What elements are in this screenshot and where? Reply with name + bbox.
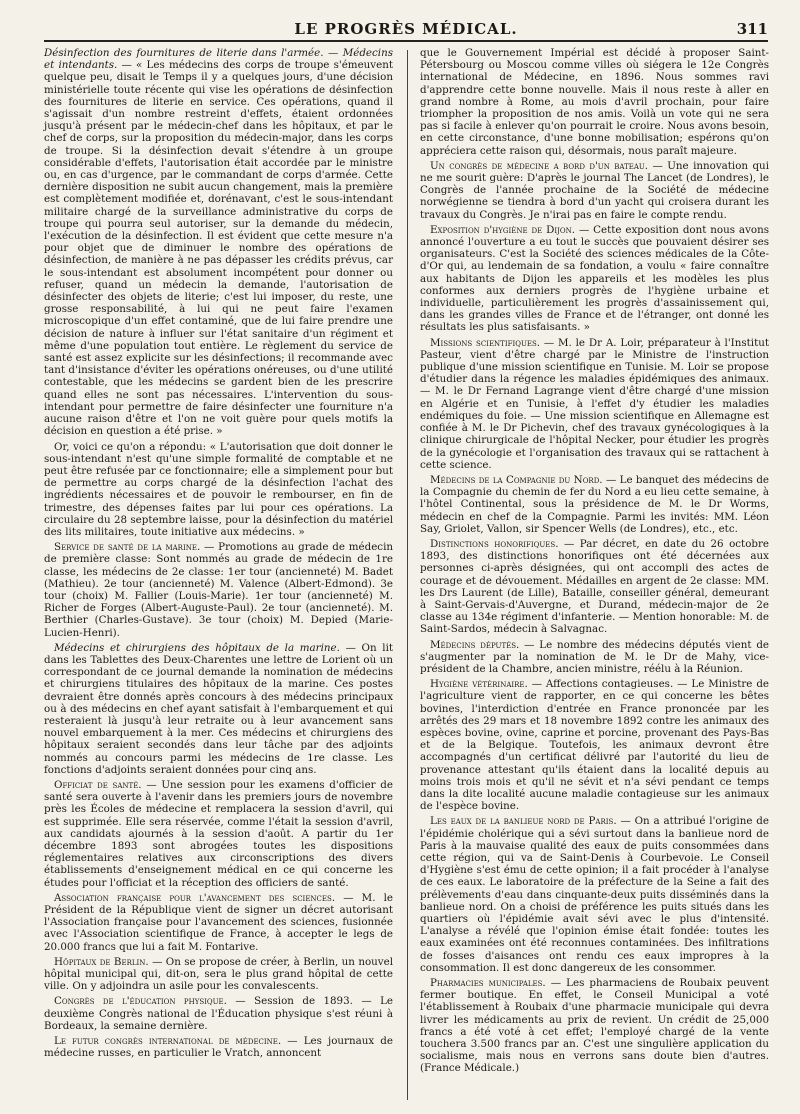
- article-heading: Désinfection des fournitures de literie dans l'armée. — Médecins et intendants.: [44, 47, 393, 72]
- article-text: que le Gouvernement Impérial est décidé à proposer Saint-Pétersbourg ou Moscou comme villes où siégera le 12e Congrès international de Médecine, en 1896. Nous sommes ravi d'apprendre cette bonne nouvelle. Mais il nous reste à aller en grand nombre à Rome, au mois d'avril prochain, pour faire triompher la proposition de nos amis. Voilà un vote qui ne sera pas si facile à enlever qu'on pourrait le croire. Nous avons besoin, en cette circonstance, d'une bonne mobilisation; espérons qu'on appréciera cette raison qui, désormais, nous paraît majeure.: [420, 47, 769, 157]
- article-text: Or, voici ce qu'on a répondu: « L'autorisation que doit donner le sous-intendant n'est qu'une simple formalité de comptable et ne peut être refusée par ce fonctionnaire; elle a simplement pour but de permettre au corps chargé de la désinfection l'achat des ingrédients nécessaires et de pouvoir le rembourser, en fin de trimestre, des dépenses faites par lui pour ces opérations. La circulaire du 28 septembre laisse, pour la désinfection du matériel des lits militaires, toute initiative aux médecins. »: [44, 440, 393, 538]
- article: [420, 337, 769, 471]
- article: [420, 678, 769, 812]
- page-number: 311: [736, 20, 768, 38]
- article-text: — Une innovation qui ne me sourit guère: D'après le journal The Lancet (de Londres), le Congrès de l'année prochaine de la Société de médecine norwégienne se tiendra à bord d'un yacht qui croisera durant les travaux du Congrès. Je n'irai pas en faire le compte rendu.: [420, 159, 769, 221]
- article-heading: Missions scientifiques.: [430, 336, 541, 349]
- article: [44, 892, 393, 953]
- article-heading: Pharmacies municipales.: [430, 977, 546, 990]
- article-text: — Affections contagieuses. — Le Ministre de l'agriculture vient de rapporter, en ce qui concerne les bêtes bovines, l'interdiction d'entrée en France prononcée par les arrêtés des 29 mars et 18 novembre 1892 contre les animaux des espèces bovine, ovine, caprine et porcine, provenant des Pays-Bas et de la Belgique. Toutefois, les animaux devront être accompagnés d'un certificat délivré par l'autorité du lieu de provenance attestant qu'ils étaient dans la localité depuis au moins trois mois et qu'il ne sévit et n'a sévi pendant ce temps dans la dite localité aucune maladie contagieuse sur les animaux de l'espèce bovine.: [420, 678, 769, 813]
- article-text: — Le nombre des médecins députés vient de s'augmenter par la nomination de M. le Dr de Mahy, vice-président de la Chambre, ancien ministre, réélu à la Réunion.: [420, 638, 769, 675]
- article-heading: Un congrès de médecine a bord d'un bateau.: [430, 159, 649, 172]
- article-text: — Les pharmaciens de Roubaix peuvent fermer boutique. En effet, le Conseil Municipal a voté l'établissement à Roubaix d'une pharmacie municipale qui devra livrer les médicaments au prix de revient. Un crédit de 25,000 francs a été voté à cet effet; l'employé chargé de la vente touchera 3.500 francs par an. C'est une singulière application du socialisme, mais nous en verrons sans doute bien d'autres. (France Médicale.): [420, 977, 769, 1075]
- article: [44, 642, 393, 776]
- article-heading: Exposition d'hygiène de Dijon.: [430, 223, 576, 236]
- article-heading: Association française pour l'avancement des sciences.: [54, 891, 336, 904]
- article-text: — Session de 1893. — Le deuxième Congrès national de l'Éducation physique s'est réuni à Bordeaux, la semaine dernière.: [44, 995, 394, 1032]
- article-text: — Une session pour les examens d'officier de santé sera ouverte à l'avenir dans les premiers jours de novembre près les Écoles de médecine et remplacera la session d'avril, qui est supprimée. Elle sera réservée, comme l'était la session d'avril, aux candidats ajournés à la session d'août. A partir du 1er décembre 1893 sont abrogées toutes les dispositions réglementaires relatives aux circonscriptions des divers établissements d'enseignement médical en ce qui concerne les études pour l'officiat et la réception des officiers de santé.: [44, 778, 393, 889]
- article-heading: Officiat de santé.: [54, 778, 142, 791]
- article-text: — Par décret, en date du 26 octobre 1893, des distinctions honorifiques ont été décernées aux personnes ci-après désignées, qui ont accompli des actes de courage et de dévouement. Médailles en argent de 2e classe: MM. les Drs Laurent (de Lille), Bataille, conseiller général, demeurant à Saint-Gervais-d'Auvergne, et Durand, médecin-major de 2e classe au 134e régiment d'infanterie. — Mention honorable: M. de Saint-Sardos, médecin à Salvagnac.: [420, 537, 770, 636]
- header-rule: [44, 40, 768, 42]
- column-divider: [407, 50, 408, 1100]
- article: [420, 474, 769, 535]
- article: [420, 977, 769, 1075]
- article: [420, 639, 769, 676]
- left-column: [44, 47, 393, 1059]
- article-text: — On lit dans les Tablettes des Deux-Charentes une lettre de Lorient où un correspondant de ce journal demande la nomination de médecins et chirurgiens titulaires des hôpitaux de la marine. Ces postes devraient être donnés après concours à des médecins principaux ou à des médecins en chef ayant satisfait à l'embarquement et qui resteraient là jusqu'à leur retraite ou à leur avancement sans nouvel embarquement à la mer. Ces médecins et chirurgiens des hôpitaux seraient secondés dans leur tâche par des adjoints nommés au concours parmi les médecins de 1re classe. Les fonctions d'adjoints seraient données pour cinq ans.: [44, 641, 394, 776]
- page-header: [44, 18, 768, 42]
- journal-title: LE PROGRÈS MÉDICAL.: [294, 20, 518, 38]
- article-text: — Le banquet des médecins de la Compagnie du chemin de fer du Nord a eu lieu cette semaine, à l'hôtel Continental, sous la présidence de M. le Dr Worms, médecin en chef de la Compagnie. Parmi les invités: MM. Léon Say, Griolet, Vallon, sir Spencer Wells (de Londres), etc., etc.: [420, 473, 770, 535]
- article-text: — M. le Président de la République vient de signer un décret autorisant l'Association française pour l'avancement des sciences, fusionnée avec l'Association scientifique de France, à accepter le legs de 20.000 francs que lui a fait M. Fontarive.: [44, 891, 393, 953]
- article: [420, 224, 769, 334]
- article-heading: Médecins députés.: [430, 638, 520, 651]
- article-text: — Promotions au grade de médecin de première classe: Sont nommés au grade de médecin de 1re classe, les médecins de 2e classe: 1er tour (ancienneté) M. Badet (Mathieu). 2e tour (ancienneté) M. Valence (Albert-Edmond). 3e tour (choix) M. Fallier (Louis-Marie). 1er tour (ancienneté) M. Richer de Forges (Albert-Auguste-Paul). 2e tour (ancienneté). M. Berthier (Charles-Gustave). 3e tour (choix) M. Depied (Marie-Lucien-Henri).: [44, 541, 393, 639]
- article: [44, 441, 393, 539]
- article-heading: Médecins de la Compagnie du Nord.: [430, 473, 603, 486]
- article-heading: Les eaux de la banlieue nord de Paris.: [430, 815, 617, 828]
- article-heading: Hygiène vétérinaire.: [430, 678, 528, 691]
- right-column: [420, 47, 769, 1075]
- article-text: — M. le Dr A. Loir, préparateur à l'Institut Pasteur, vient d'être chargé par le Ministre de l'instruction publique d'une mission scientifique en Tunisie. M. Loir se propose d'étudier dans la régence les maladies épidémiques des animaux. — M. le Dr Fernand Lagrange vient d'être chargé d'une mission en Algérie et en Tunisie, à l'effet d'y étudier les maladies endémiques du foie. — Une mission scientifique en Allemagne est confiée à M. le Dr Pichevin, chef des travaux gynécologiques à la clinique chirurgicale de l'hôpital Necker, pour étudier les progrès de la gynécologie et l'organisation des travaux qui se rattachent à cette science.: [420, 336, 769, 471]
- article-heading: Médecins et chirurgiens des hôpitaux de la marine.: [54, 641, 340, 654]
- article-text: — Cette exposition dont nous avons annoncé l'ouverture a eu tout le succès que pouvaient désirer ses organisateurs. C'est la Société des sciences médicales de la Côte-d'Or qui, au lendemain de sa fondation, a voulu « faire connaître aux habitants de Dijon les appareils et les modèles les plus conformes aux derniers progrès de l'hygiène urbaine et individuelle, particulièrement les progrès d'assainissement qui, dans les grandes villes de France et de l'étranger, ont donné les résultats les plus satisfaisants. »: [420, 223, 769, 334]
- article-text: — On se propose de créer, à Berlin, un nouvel hôpital municipal qui, dit-on, sera le plus grand hôpital de cette ville. On y adjoindra un asile pour les convalescents.: [44, 955, 393, 993]
- article-text: — Les journaux de médecine russes, en particulier le Vratch, annoncent: [44, 1035, 393, 1060]
- article: [44, 956, 393, 993]
- article-heading: Hôpitaux de Berlin.: [54, 955, 149, 968]
- article-heading: Le futur congrès international de médecine.: [54, 1035, 282, 1048]
- article: [420, 815, 769, 974]
- article: [44, 1035, 393, 1059]
- article-heading: Congrès de l'éducation physique.: [54, 995, 227, 1008]
- article-heading: Distinctions honorifiques.: [430, 537, 559, 550]
- article: [420, 47, 769, 157]
- article: [420, 538, 769, 636]
- article: [44, 541, 393, 639]
- article-text: — « Les médecins des corps de troupe s'émeuvent quelque peu, disait le Temps il y a quelques jours, d'une décision ministérielle toute récente qui vise les opérations de désinfection des fournitures de literie en service. Ces opérations, quand il s'agissait d'un nombre restreint d'effets, étaient ordonnées jusqu'à présent par le médecin-chef dans les hôpitaux, et par le chef de corps, sur la proposition du médecin-major, dans les corps de troupe. Si la désinfection devait s'étendre à un groupe considérable d'effets, l'autorisation était accordée par le ministre ou, en cas d'urgence, par le commandant de corps d'armée. Cette dernière disposition ne subit aucun changement, mais la première est complètement modifiée et, dorénavant, c'est le sous-intendant militaire chargé de la surveillance administrative du corps de troupe qui pourra seul autoriser, sur la demande du médecin, l'exécution de la désinfection. Il est évident que cette mesure n'a pour objet que de diminuer le nombre des opérations de désinfection, de manière à ne pas dépasser les crédits prévus, car le sous-intendant est absolument incompétent pour donner ou refuser, quand un médecin la demande, l'autorisation de désinfecter des objets de literie; c'est lui imposer, du reste, une grosse responsabilité, à lui qui ne peut faire l'examen microscopique d'un effet contaminé, que de lui faire prendre une décision de nature à influer sur l'état sanitaire d'un régiment et même d'une population tout entière. Le règlement du service de santé est assez explicite sur les désinfections; il recommande avec tant d'insistance d'éviter les opérations onéreuses, ou d'une utilité contestable, que les médecins se gardent bien de les prescrire quand elles ne sont pas nécessaires. L'intervention du sous-intendant pour permettre de faire désinfecter une fourniture n'a aucune raison d'être et l'on ne voit guère pour quels motifs la décision en question a été prise. »: [44, 59, 393, 438]
- article: [44, 47, 393, 438]
- article: [44, 995, 393, 1032]
- article-heading: Service de santé de la marine.: [54, 541, 201, 554]
- article: [420, 160, 769, 221]
- article-text: — On a attribué l'origine de l'épidémie cholérique qui a sévi surtout dans la banlieue nord de Paris à la mauvaise qualité des eaux de puits consommées dans cette région, qui va de Saint-Denis à Courbevoie. Le Conseil d'Hygiène s'est ému de cette opinion; il a fait procéder à l'analyse de ces eaux. Le laboratoire de la préfecture de la Seine a fait des prélèvements d'eau dans cinquante-deux puits disséminés dans la banlieue nord. On a choisi de préférence les puits situés dans les quartiers où l'épidémie avait sévi avec le plus d'intensité. L'analyse a révélé que l'opinion émise était fondée: toutes les eaux examinées ont été reconnues contaminées. Des infiltrations de fosses d'aisances ont rendu ces eaux impropres à la consommation. Il est donc dangereux de les consommer.: [420, 815, 769, 974]
- article: [44, 779, 393, 889]
